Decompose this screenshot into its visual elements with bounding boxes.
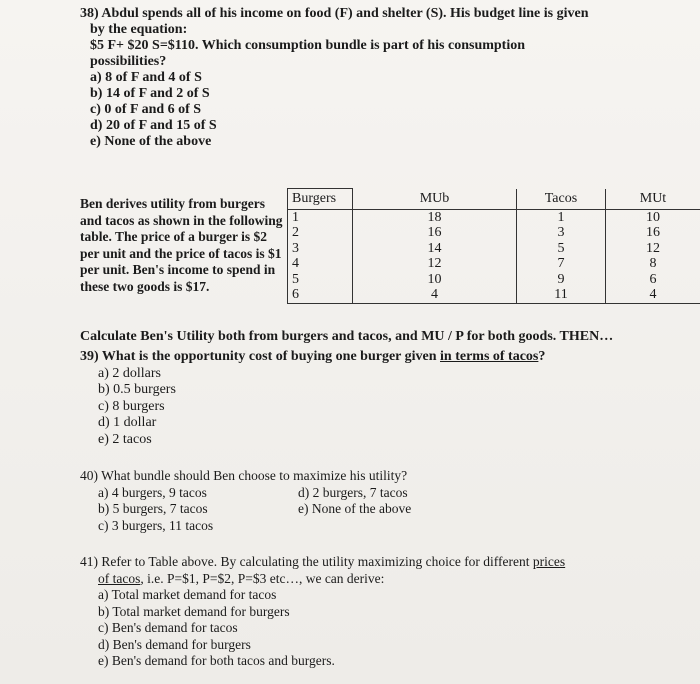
q38-option-a: a) 8 of F and 4 of S: [90, 70, 202, 85]
q40-option-c: c) 3 burgers, 11 tacos: [98, 517, 214, 533]
q40-option-e: e) None of the above: [298, 501, 412, 516]
q40-option-b: b) 5 burgers, 7 tacos: [98, 501, 208, 516]
header-mut: MUt: [605, 189, 700, 210]
q38-stem-line2: by the equation:: [90, 22, 188, 37]
q41-option-c: c) Ben's demand for tacos: [98, 620, 238, 635]
question-38: [80, 6, 640, 150]
cell-mub: 18: [353, 209, 517, 225]
table-row: [288, 256, 700, 272]
q40-option-a: a) 4 burgers, 9 tacos: [98, 484, 207, 500]
cell-tacos: 3: [516, 225, 605, 241]
q41-stem-of-tacos: of tacos: [98, 570, 141, 586]
q39-stem-end: ?: [538, 349, 546, 364]
q39-stem: [80, 349, 640, 366]
cell-burgers: 1: [288, 209, 353, 225]
q39-option-c: c) 8 burgers: [98, 398, 165, 414]
q38-option-b: b) 14 of F and 2 of S: [90, 86, 210, 101]
q41-option-d: d) Ben's demand for burgers: [98, 636, 251, 652]
q41-stem-rest: , i.e. P=$1, P=$2, P=$3 etc…, we can derive:: [140, 570, 385, 586]
cell-burgers: 4: [288, 256, 353, 272]
q39-stem-underlined: in terms of tacos: [440, 349, 539, 364]
q40-row-1: [80, 485, 640, 502]
table-row: [288, 241, 700, 257]
q41-option-b: b) Total market demand for burgers: [98, 603, 290, 619]
table-row: [288, 272, 700, 288]
table-row: [288, 209, 700, 225]
q39-option-e: e) 2 tacos: [98, 431, 152, 447]
q38-option-d: d) 20 of F and 15 of S: [90, 118, 217, 133]
question-39: [80, 349, 640, 448]
q38-stem-line4: possibilities?: [90, 54, 167, 69]
question-41: [80, 554, 640, 670]
calculate-instruction: Calculate Ben's Utility both from burgers and tacos, and MU / P for both goods. THEN…: [80, 329, 614, 344]
q41-stem-prices: prices: [532, 554, 566, 569]
cell-tacos: 5: [516, 241, 605, 257]
cell-mub: 12: [353, 256, 517, 272]
q38-option-c: c) 0 of F and 6 of S: [90, 102, 202, 117]
cell-tacos: 9: [516, 272, 605, 288]
cell-mut: 12: [645, 240, 660, 256]
cell-tacos: 7: [516, 256, 605, 272]
ben-intro-paragraph: Ben derives utility from burgers and tacos as shown in the following table. The price of a burger is $2 per unit and the price of tacos is $1 per unit. Ben's income to spend in these two goods is $17.: [80, 196, 283, 294]
q39-stem-text: 39) What is the opportunity cost of buying one burger given: [80, 349, 441, 364]
q39-option-a: a) 2 dollars: [98, 365, 161, 381]
header-tacos: Tacos: [516, 189, 605, 210]
cell-mut: 16: [645, 225, 660, 240]
q41-stem: [80, 554, 640, 587]
q40-row-2: [80, 501, 640, 518]
cell-mub: 16: [353, 225, 517, 241]
cell-mub: 10: [353, 272, 517, 288]
header-mub: MUb: [353, 189, 517, 210]
header-burgers: Burgers: [288, 189, 353, 210]
q40-stem: 40) What bundle should Ben choose to maximize his utility?: [80, 468, 408, 483]
table-header-row: [288, 189, 700, 210]
cell-mut: 8: [649, 256, 657, 271]
cell-burgers: 6: [288, 287, 353, 303]
q40-option-d: d) 2 burgers, 7 tacos: [298, 484, 408, 500]
q40-row-3: [80, 518, 640, 535]
q41-option-e: e) Ben's demand for both tacos and burgers.: [98, 653, 335, 668]
q38-stem-line1: 38) Abdul spends all of his income on food (F) and shelter (S). His budget line is given: [80, 6, 589, 21]
table-row: [288, 225, 700, 241]
cell-mub: 14: [353, 241, 517, 257]
q41-stem-text: 41) Refer to Table above. By calculating the utility maximizing choice for different: [80, 554, 533, 569]
q41-option-a: a) Total market demand for tacos: [98, 587, 277, 602]
cell-mut: 6: [649, 271, 657, 287]
cell-mub: 4: [353, 287, 517, 303]
cell-mut: 4: [605, 287, 700, 303]
q38-option-e: e) None of the above: [90, 134, 212, 149]
utility-table: [287, 188, 700, 304]
cell-burgers: 5: [288, 272, 353, 288]
q39-option-b: b) 0.5 burgers: [98, 382, 176, 397]
table-row: [288, 287, 700, 303]
cell-tacos: 11: [516, 287, 605, 303]
q38-stem-line3: $5 F+ $20 S=$110. Which consumption bundle is part of his consumption: [90, 38, 526, 53]
cell-burgers: 2: [288, 225, 353, 241]
q39-option-d: d) 1 dollar: [98, 415, 157, 430]
cell-burgers: 3: [288, 241, 353, 257]
cell-tacos: 1: [516, 209, 605, 225]
question-40: [80, 468, 640, 534]
cell-mut: 10: [645, 209, 660, 225]
